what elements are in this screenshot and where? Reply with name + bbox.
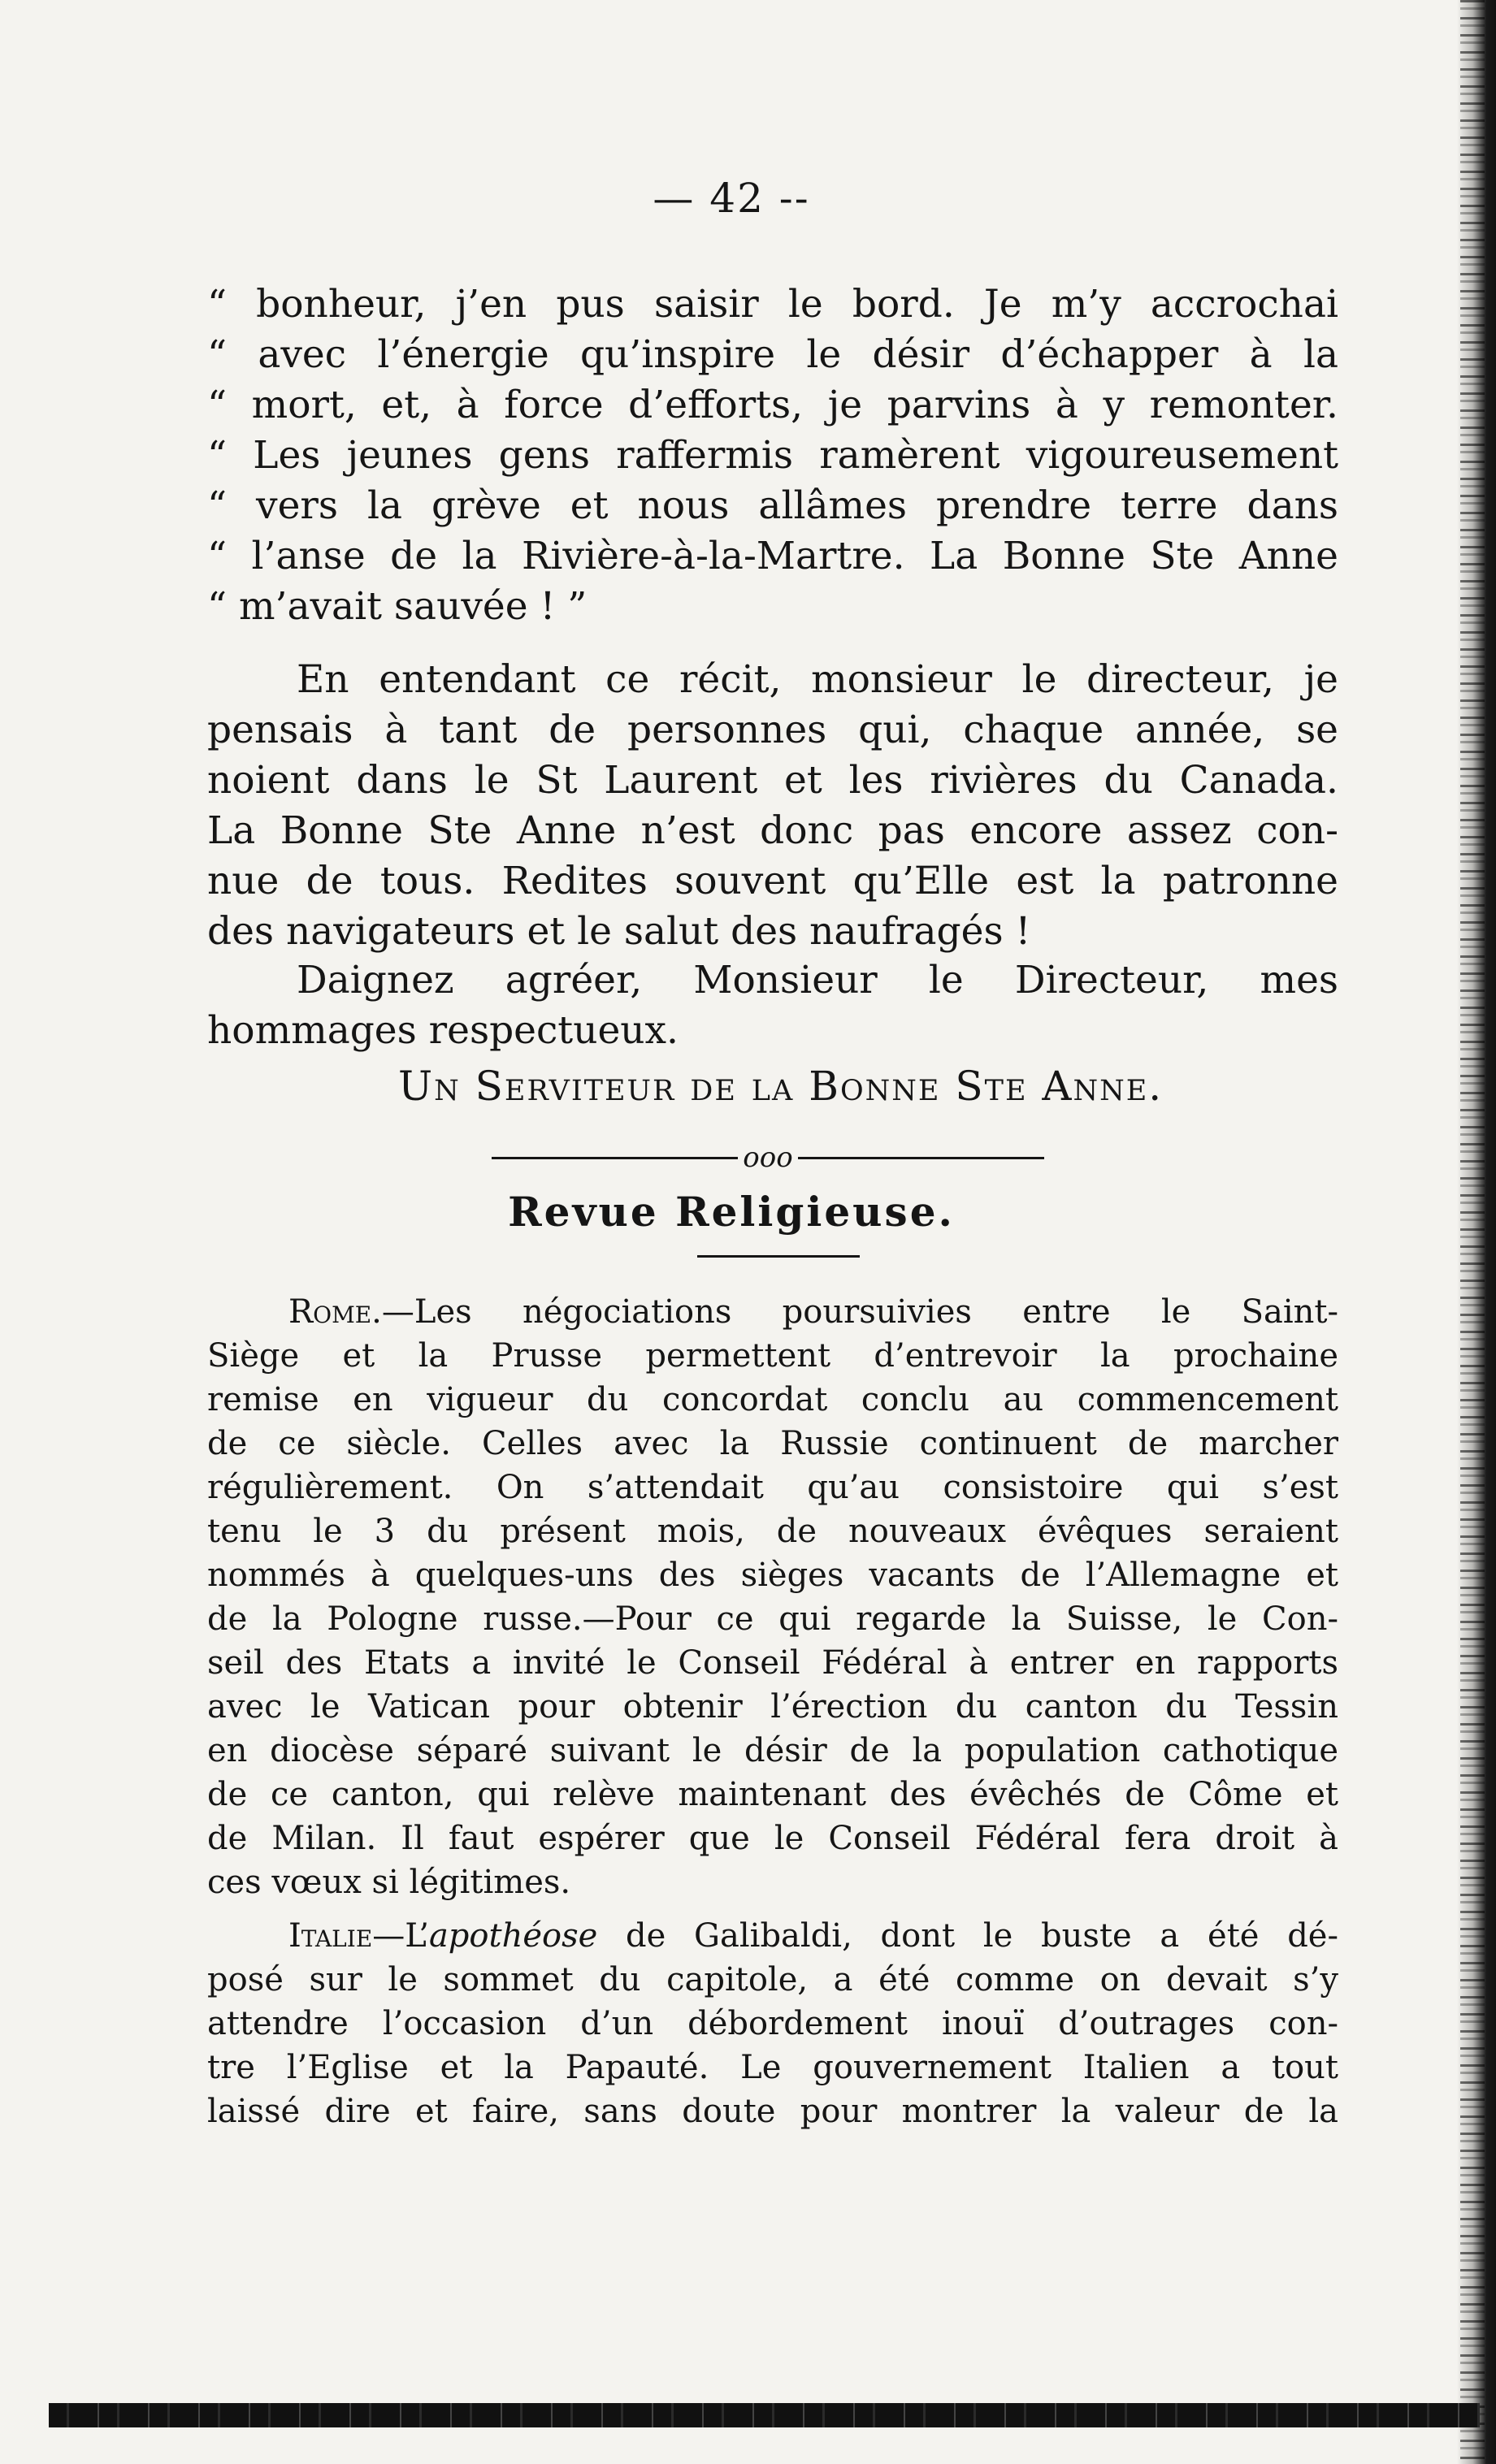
- text-line: hommages respectueux.: [207, 1008, 679, 1053]
- text-line: seil des Etats a invité le Conseil Fédéral à entrer en rapports: [207, 1644, 1338, 1682]
- separator-rule-right: [798, 1157, 1044, 1159]
- paragraph-testimony: [207, 279, 1338, 632]
- text-line: laissé dire et faire, sans doute pour montrer la valeur de la: [207, 2093, 1338, 2130]
- text-line: [207, 1914, 1338, 1958]
- text-line: posé sur le sommet du capitole, a été comme on devait s’y: [207, 1961, 1338, 1998]
- text-line: Siège et la Prusse permettent d’entrevoir la prochaine: [207, 1337, 1338, 1375]
- text-line: attendre l’occasion d’un débordement inouï d’outrages con-: [207, 2005, 1338, 2042]
- text-line: pensais à tant de personnes qui, chaque année, se: [207, 708, 1338, 752]
- separator-rule-left: [492, 1157, 738, 1159]
- text-line: tenu le 3 du présent mois, de nouveaux évêques seraient: [207, 1513, 1338, 1550]
- text-line: nue de tous. Redites souvent qu’Elle est la patronne: [207, 859, 1338, 903]
- text-line: de ce siècle. Celles avec la Russie continuent de marcher: [207, 1425, 1338, 1462]
- text-line: La Bonne Ste Anne n’est donc pas encore assez con-: [207, 808, 1338, 853]
- italie-italic-word: apothéose: [428, 1917, 598, 1955]
- title-underline: [697, 1255, 860, 1258]
- text-line: “ vers la grève et nous allâmes prendre terre dans: [207, 483, 1338, 528]
- text-line: “ l’anse de la Rivière-à-la-Martre. La Bonne Ste Anne: [207, 534, 1338, 578]
- italie-dash: —L’: [372, 1917, 429, 1955]
- text-line: ces vœux si légitimes.: [207, 1864, 571, 1901]
- rome-first-line: —Les négociations poursuivies entre le Saint-: [381, 1293, 1338, 1331]
- text-line: [207, 1290, 1338, 1334]
- italie-label: Italie: [288, 1917, 373, 1955]
- text-line: En entendant ce récit, monsieur le directeur, je: [297, 657, 1338, 702]
- scan-bottom-bar: [49, 2403, 1480, 2427]
- text-line: de la Pologne russe.—Pour ce qui regarde la Suisse, le Con-: [207, 1600, 1338, 1638]
- text-line: régulièrement. On s’attendait qu’au consistoire qui s’est: [207, 1469, 1338, 1506]
- text-line: en diocèse séparé suivant le désir de la population cathotique: [207, 1732, 1338, 1769]
- paragraph-closing: [207, 955, 1338, 1056]
- text-line: “ m’avait sauvée ! ”: [207, 584, 588, 629]
- signature: Un Serviteur de la Bonne Ste Anne.: [398, 1063, 1164, 1110]
- text-line: noient dans le St Laurent et les rivières du Canada.: [207, 758, 1338, 803]
- text-line: Daignez agréer, Monsieur le Directeur, mes: [297, 958, 1338, 1002]
- text-line: de Milan. Il faut espérer que le Conseil Fédéral fera droit à: [207, 1820, 1338, 1857]
- text-line: remise en vigueur du concordat conclu au commencement: [207, 1381, 1338, 1418]
- separator-mark: ooo: [743, 1141, 793, 1174]
- text-line: avec le Vatican pour obtenir l’érection du canton du Tessin: [207, 1688, 1338, 1726]
- italie-first-line: de Galibaldi, dont le buste a été dé-: [597, 1917, 1338, 1955]
- text-line: de ce canton, qui relève maintenant des évêchés de Côme et: [207, 1776, 1338, 1813]
- page-edge-noise: [1460, 0, 1485, 2464]
- text-line: tre l’Eglise et la Papauté. Le gouvernement Italien a tout: [207, 2049, 1338, 2086]
- text-line: “ bonheur, j’en pus saisir le bord. Je m’y accrochai: [207, 282, 1338, 327]
- news-rome: [207, 1290, 1338, 1904]
- text-line: nommés à quelques-uns des sièges vacants de l’Allemagne et: [207, 1557, 1338, 1594]
- text-line: “ mort, et, à force d’efforts, je parvins à y remonter.: [207, 383, 1338, 427]
- text-line: “ avec l’énergie qu’inspire le désir d’échapper à la: [207, 332, 1338, 377]
- page-number: — 42 --: [653, 175, 810, 222]
- text-line: “ Les jeunes gens raffermis ramèrent vigoureusement: [207, 433, 1338, 478]
- rome-label: Rome.: [288, 1293, 382, 1331]
- news-italie: [207, 1914, 1338, 2133]
- section-title: Revue Religieuse.: [508, 1188, 955, 1236]
- separator: [492, 1141, 1044, 1174]
- paragraph-reflection: [207, 655, 1338, 957]
- text-line: des navigateurs et le salut des naufragés !: [207, 909, 1031, 954]
